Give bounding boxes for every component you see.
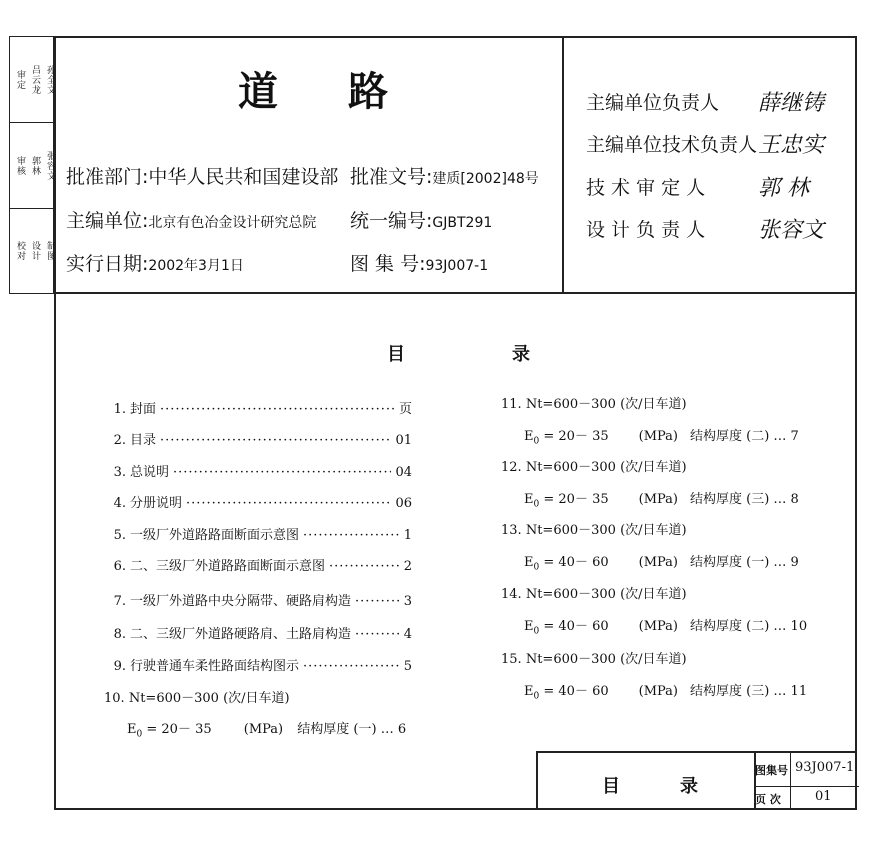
toc-text: Nt=600－300 (次/日车道): [525, 397, 687, 412]
editor-unit: [66, 206, 316, 233]
toc-leader: [160, 402, 395, 417]
toc-unit: (MPa): [638, 555, 678, 570]
toc-leader: [355, 594, 400, 609]
title-block-title-left: 目: [602, 776, 620, 797]
toc-desc: 结构厚度 (一): [297, 722, 377, 737]
sign-label: 审核: [15, 155, 25, 176]
toc-item-10-line1: [104, 687, 290, 706]
toc-text: 封面: [130, 402, 157, 417]
effective-date-value: 2002年3月1日: [148, 258, 244, 274]
toc-range: = 20－ 35: [543, 492, 609, 507]
toc-num: 8.: [113, 627, 126, 642]
toc-num: 12.: [501, 460, 522, 475]
toc-num: 6.: [113, 559, 126, 574]
title-block-title-right: 录: [680, 776, 698, 797]
toc-item-line1: [501, 648, 687, 667]
toc-e: E: [524, 492, 534, 507]
approve-no-value: 建质[2002]48号: [432, 171, 539, 187]
toc-e: E: [524, 429, 534, 444]
atlas-no-value: 93J007-1: [425, 258, 489, 274]
effective-date-label: 实行日期:: [66, 253, 149, 275]
toc-range: = 40－ 60: [543, 619, 609, 634]
approve-dept-label: 批准部门:: [66, 166, 149, 188]
toc-text: 目录: [130, 433, 157, 448]
header-column-divider: [562, 36, 564, 293]
resp-signature: 郭 林: [758, 176, 809, 201]
toc-item: [104, 429, 412, 448]
toc-item: [104, 655, 412, 674]
approve-no: [350, 162, 539, 189]
sign-name: 张容文: [45, 150, 55, 181]
toc-item-line2: [524, 680, 807, 702]
toc-item: [104, 623, 412, 642]
toc-leader: [329, 559, 400, 574]
sign-row-approve: [10, 37, 53, 123]
toc-item-line1: [501, 393, 687, 412]
unified-no-value: GJBT291: [432, 215, 493, 231]
toc-text: Nt=600－300 (次/日车道): [525, 587, 687, 602]
toc-unit: (MPa): [638, 619, 678, 634]
toc-e-sub: 0: [533, 499, 540, 510]
toc-leader: [173, 465, 391, 480]
toc-range: = 20－ 35: [543, 429, 609, 444]
toc-page: … 10: [773, 619, 808, 634]
toc-page: … 6: [380, 722, 407, 737]
toc-desc: 结构厚度 (一): [690, 555, 770, 570]
resp-signature: 薛继铸: [758, 91, 825, 116]
resp-signature: 张容文: [758, 218, 825, 243]
signature-strip: [9, 36, 54, 294]
toc-text: 一级厂外道路中央分隔带、硬路肩构造: [130, 594, 352, 609]
toc-text: 二、三级厂外道路路面断面示意图: [130, 559, 326, 574]
toc-text: Nt=600－300 (次/日车道): [525, 652, 687, 667]
toc-page: … 11: [773, 684, 808, 699]
sign-label: 制图: [45, 241, 55, 261]
resp-role: 主编单位负责人: [586, 92, 720, 114]
toc-e: E: [524, 555, 534, 570]
toc-desc: 结构厚度 (三): [690, 492, 770, 507]
toc-num: 13.: [501, 523, 522, 538]
toc-range: = 40－ 60: [543, 555, 609, 570]
header-divider: [54, 292, 857, 294]
title-block-page-value: 01: [815, 789, 832, 804]
toc-text: 二、三级厂外道路硬路肩、土路肩构造: [130, 627, 352, 642]
resp-role: 技 术 审 定 人: [586, 177, 706, 199]
toc-leader: [186, 496, 391, 511]
toc-num: 10.: [104, 691, 125, 706]
toc-num: 3.: [113, 465, 126, 480]
title-block-page-label: 页 次: [755, 793, 781, 806]
toc-num: 1.: [113, 402, 126, 417]
toc-text: 总说明: [130, 465, 170, 480]
toc-e: E: [524, 619, 534, 634]
toc-num: 15.: [501, 652, 522, 667]
toc-page: 3: [403, 594, 412, 609]
sign-row-review: [10, 123, 53, 209]
toc-e-sub: 0: [533, 626, 540, 637]
toc-text: Nt=600－300 (次/日车道): [525, 523, 687, 538]
toc-unit: (MPa): [243, 722, 284, 737]
toc-num: 9.: [113, 659, 126, 674]
toc-item-10-line2: [127, 718, 406, 740]
sign-label: 校对: [15, 241, 25, 261]
toc-e-sub: 0: [533, 436, 540, 447]
toc-item-line1: [501, 456, 687, 475]
toc-page: 页: [398, 402, 412, 417]
toc-item: [104, 555, 412, 574]
toc-text: Nt=600－300 (次/日车道): [525, 460, 687, 475]
toc-unit: (MPa): [638, 492, 678, 507]
toc-page: 2: [403, 559, 412, 574]
toc-item-line2: [524, 551, 799, 573]
approve-no-label: 批准文号:: [350, 166, 433, 188]
toc-num: 5.: [113, 528, 126, 543]
toc-num: 7.: [113, 594, 126, 609]
atlas-no-label: 图 集 号:: [350, 253, 426, 275]
sign-name: 吕云龙: [30, 64, 40, 95]
toc-page: 04: [395, 465, 412, 480]
toc-range: = 40－ 60: [543, 684, 609, 699]
toc-item: [104, 492, 412, 511]
toc-e: E: [127, 722, 137, 737]
toc-text: 一级厂外道路路面断面示意图: [130, 528, 300, 543]
toc-page: 4: [403, 627, 412, 642]
toc-num: 4.: [113, 496, 126, 511]
toc-item: [104, 398, 412, 417]
toc-page: 06: [395, 496, 412, 511]
approve-dept: [66, 162, 338, 189]
atlas-no: [350, 249, 488, 276]
toc-item: [104, 461, 412, 480]
title-block-atlas-value: 93J007-1: [795, 760, 855, 775]
toc-heading-right: 录: [512, 344, 530, 365]
sign-label: 设计: [30, 241, 40, 261]
toc-unit: (MPa): [638, 684, 678, 699]
toc-num: 11.: [501, 397, 522, 412]
page-title: 道路: [238, 69, 458, 115]
toc-unit: (MPa): [638, 429, 678, 444]
toc-page: … 7: [773, 429, 799, 444]
toc-desc: 结构厚度 (二): [690, 619, 770, 634]
toc-leader: [355, 627, 400, 642]
title-block-atlas-label: 图集号: [755, 764, 788, 777]
toc-item-line2: [524, 615, 807, 637]
toc-e-sub: 0: [136, 729, 143, 740]
toc-page: 01: [395, 433, 412, 448]
toc-num: 14.: [501, 587, 522, 602]
toc-item-line2: [524, 488, 799, 510]
toc-item-line1: [501, 583, 687, 602]
toc-text: Nt=600－300 (次/日车道): [128, 691, 290, 706]
unified-no: [350, 206, 492, 233]
toc-range: = 20－ 35: [146, 722, 212, 737]
toc-e: E: [524, 684, 534, 699]
toc-heading-left: 目: [387, 344, 405, 365]
toc-desc: 结构厚度 (三): [690, 684, 770, 699]
toc-item: [104, 590, 412, 609]
unified-no-label: 统一编号:: [350, 210, 433, 232]
toc-e-sub: 0: [533, 562, 540, 573]
resp-role: 主编单位技术负责人: [586, 134, 758, 156]
toc-page: 1: [403, 528, 412, 543]
toc-page: 5: [403, 659, 412, 674]
toc-page: … 8: [773, 492, 799, 507]
toc-num: 2.: [113, 433, 126, 448]
toc-text: 行驶普通车柔性路面结构图示: [130, 659, 300, 674]
toc-item-line2: [524, 425, 799, 447]
toc-page: … 9: [773, 555, 799, 570]
toc-item-line1: [501, 519, 687, 538]
toc-text: 分册说明: [130, 496, 183, 511]
toc-item: [104, 524, 412, 543]
toc-leader: [160, 433, 391, 448]
approve-dept-value: 中华人民共和国建设部: [148, 166, 339, 188]
editor-unit-value: 北京有色冶金设计研究总院: [148, 215, 317, 231]
toc-e-sub: 0: [533, 691, 540, 702]
sign-name: 郭林: [30, 155, 40, 176]
toc-leader: [303, 528, 400, 543]
toc-desc: 结构厚度 (二): [690, 429, 770, 444]
editor-unit-label: 主编单位:: [66, 210, 149, 232]
toc-leader: [303, 659, 400, 674]
sign-label: 审定: [15, 69, 25, 90]
effective-date: [66, 249, 244, 276]
resp-role: 设 计 负 责 人: [586, 219, 706, 241]
resp-signature: 王忠实: [758, 133, 825, 158]
sign-name: 孙全文: [45, 64, 55, 95]
sign-row-check: [10, 209, 53, 293]
